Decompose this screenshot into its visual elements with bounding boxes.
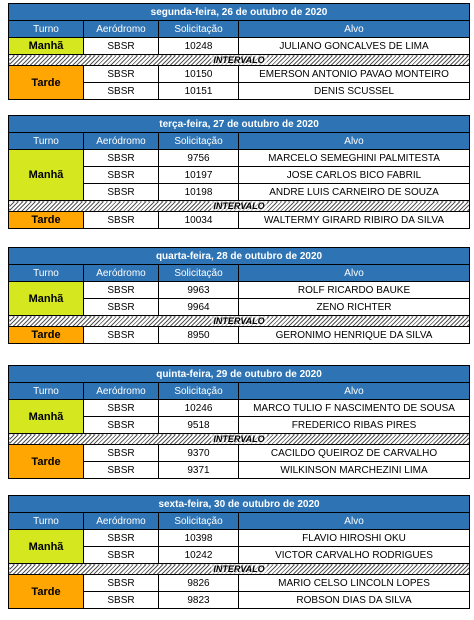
column-header-aerodromo: Aeródromo xyxy=(84,513,159,530)
table-row xyxy=(9,575,470,592)
solicitacao-cell: 9823 xyxy=(159,592,239,609)
solicitacao-cell: 10198 xyxy=(159,184,239,201)
column-header-aerodromo: Aeródromo xyxy=(84,383,159,400)
day-table xyxy=(8,115,469,229)
column-header-aerodromo: Aeródromo xyxy=(84,21,159,38)
table-row xyxy=(9,445,470,462)
aerodromo-cell: SBSR xyxy=(84,547,159,564)
aerodromo-cell: SBSR xyxy=(84,592,159,609)
solicitacao-cell: 9371 xyxy=(159,462,239,479)
aerodromo-cell: SBSR xyxy=(84,530,159,547)
day-date-title: quinta-feira, 29 de outubro de 2020 xyxy=(9,366,470,383)
column-header-solicitacao: Solicitação xyxy=(159,133,239,150)
table-row xyxy=(9,38,470,55)
alvo-cell: FREDERICO RIBAS PIRES xyxy=(239,417,470,434)
solicitacao-cell: 9826 xyxy=(159,575,239,592)
turno-tarde-label: Tarde xyxy=(9,212,84,229)
aerodromo-cell: SBSR xyxy=(84,66,159,83)
alvo-cell: EMERSON ANTONIO PAVAO MONTEIRO xyxy=(239,66,470,83)
day-table xyxy=(8,365,469,479)
intervalo-row xyxy=(9,434,470,445)
turno-tarde-label: Tarde xyxy=(9,575,84,609)
column-header-alvo: Alvo xyxy=(239,21,470,38)
solicitacao-cell: 9964 xyxy=(159,299,239,316)
alvo-cell: FLAVIO HIROSHI OKU xyxy=(239,530,470,547)
alvo-cell: DENIS SCUSSEL xyxy=(239,83,470,100)
intervalo-label: INTERVALO xyxy=(213,201,265,211)
alvo-cell: GERONIMO HENRIQUE DA SILVA xyxy=(239,327,470,344)
intervalo-label: INTERVALO xyxy=(213,434,265,444)
aerodromo-cell: SBSR xyxy=(84,184,159,201)
alvo-cell: CACILDO QUEIROZ DE CARVALHO xyxy=(239,445,470,462)
alvo-cell: JOSE CARLOS BICO FABRIL xyxy=(239,167,470,184)
intervalo-row xyxy=(9,316,470,327)
aerodromo-cell: SBSR xyxy=(84,282,159,299)
column-header-turno: Turno xyxy=(9,383,84,400)
turno-manha-label: Manhã xyxy=(9,400,84,434)
aerodromo-cell: SBSR xyxy=(84,167,159,184)
column-header-solicitacao: Solicitação xyxy=(159,265,239,282)
column-header-turno: Turno xyxy=(9,265,84,282)
intervalo-divider xyxy=(9,316,470,327)
alvo-cell: VICTOR CARVALHO RODRIGUES xyxy=(239,547,470,564)
alvo-cell: JULIANO GONCALVES DE LIMA xyxy=(239,38,470,55)
turno-tarde-label: Tarde xyxy=(9,327,84,344)
aerodromo-cell: SBSR xyxy=(84,417,159,434)
solicitacao-cell: 10242 xyxy=(159,547,239,564)
aerodromo-cell: SBSR xyxy=(84,400,159,417)
solicitacao-cell: 10197 xyxy=(159,167,239,184)
turno-tarde-label: Tarde xyxy=(9,66,84,100)
aerodromo-cell: SBSR xyxy=(84,462,159,479)
column-header-solicitacao: Solicitação xyxy=(159,513,239,530)
solicitacao-cell: 9963 xyxy=(159,282,239,299)
table-row xyxy=(9,212,470,229)
table-row xyxy=(9,530,470,547)
column-header-alvo: Alvo xyxy=(239,265,470,282)
column-header-solicitacao: Solicitação xyxy=(159,383,239,400)
alvo-cell: ANDRE LUIS CARNEIRO DE SOUZA xyxy=(239,184,470,201)
solicitacao-cell: 10246 xyxy=(159,400,239,417)
aerodromo-cell: SBSR xyxy=(84,150,159,167)
alvo-cell: ROBSON DIAS DA SILVA xyxy=(239,592,470,609)
intervalo-row xyxy=(9,201,470,212)
solicitacao-cell: 8950 xyxy=(159,327,239,344)
alvo-cell: WALTERMY GIRARD RIBIRO DA SILVA xyxy=(239,212,470,229)
solicitacao-cell: 9756 xyxy=(159,150,239,167)
intervalo-divider xyxy=(9,55,470,66)
solicitacao-cell: 10248 xyxy=(159,38,239,55)
aerodromo-cell: SBSR xyxy=(84,327,159,344)
day-date-title: terça-feira, 27 de outubro de 2020 xyxy=(9,116,470,133)
aerodromo-cell: SBSR xyxy=(84,38,159,55)
solicitacao-cell: 10398 xyxy=(159,530,239,547)
table-row xyxy=(9,400,470,417)
solicitacao-cell: 10150 xyxy=(159,66,239,83)
aerodromo-cell: SBSR xyxy=(84,83,159,100)
intervalo-divider xyxy=(9,201,470,212)
intervalo-label: INTERVALO xyxy=(213,564,265,574)
alvo-cell: ZENO RICHTER xyxy=(239,299,470,316)
column-header-alvo: Alvo xyxy=(239,383,470,400)
column-header-aerodromo: Aeródromo xyxy=(84,133,159,150)
intervalo-label: INTERVALO xyxy=(213,316,265,326)
day-table xyxy=(8,495,469,609)
day-date-title: sexta-feira, 30 de outubro de 2020 xyxy=(9,496,470,513)
day-table xyxy=(8,3,469,100)
column-header-turno: Turno xyxy=(9,133,84,150)
alvo-cell: MARIO CELSO LINCOLN LOPES xyxy=(239,575,470,592)
column-header-solicitacao: Solicitação xyxy=(159,21,239,38)
table-row xyxy=(9,150,470,167)
turno-manha-label: Manhã xyxy=(9,282,84,316)
column-header-alvo: Alvo xyxy=(239,513,470,530)
alvo-cell: MARCELO SEMEGHINI PALMITESTA xyxy=(239,150,470,167)
intervalo-row xyxy=(9,55,470,66)
turno-manha-label: Manhã xyxy=(9,38,84,55)
column-header-turno: Turno xyxy=(9,513,84,530)
day-date-title: quarta-feira, 28 de outubro de 2020 xyxy=(9,248,470,265)
intervalo-label: INTERVALO xyxy=(213,55,265,65)
alvo-cell: ROLF RICARDO BAUKE xyxy=(239,282,470,299)
column-header-aerodromo: Aeródromo xyxy=(84,265,159,282)
alvo-cell: WILKINSON MARCHEZINI LIMA xyxy=(239,462,470,479)
solicitacao-cell: 9518 xyxy=(159,417,239,434)
aerodromo-cell: SBSR xyxy=(84,212,159,229)
solicitacao-cell: 10151 xyxy=(159,83,239,100)
intervalo-row xyxy=(9,564,470,575)
aerodromo-cell: SBSR xyxy=(84,299,159,316)
table-row xyxy=(9,327,470,344)
day-table xyxy=(8,247,469,344)
turno-manha-label: Manhã xyxy=(9,530,84,564)
intervalo-divider xyxy=(9,564,470,575)
column-header-turno: Turno xyxy=(9,21,84,38)
aerodromo-cell: SBSR xyxy=(84,575,159,592)
table-row xyxy=(9,66,470,83)
intervalo-divider xyxy=(9,434,470,445)
table-row xyxy=(9,282,470,299)
aerodromo-cell: SBSR xyxy=(84,445,159,462)
turno-manha-label: Manhã xyxy=(9,150,84,201)
column-header-alvo: Alvo xyxy=(239,133,470,150)
alvo-cell: MARCO TULIO F NASCIMENTO DE SOUSA xyxy=(239,400,470,417)
day-date-title: segunda-feira, 26 de outubro de 2020 xyxy=(9,4,470,21)
solicitacao-cell: 9370 xyxy=(159,445,239,462)
solicitacao-cell: 10034 xyxy=(159,212,239,229)
turno-tarde-label: Tarde xyxy=(9,445,84,479)
